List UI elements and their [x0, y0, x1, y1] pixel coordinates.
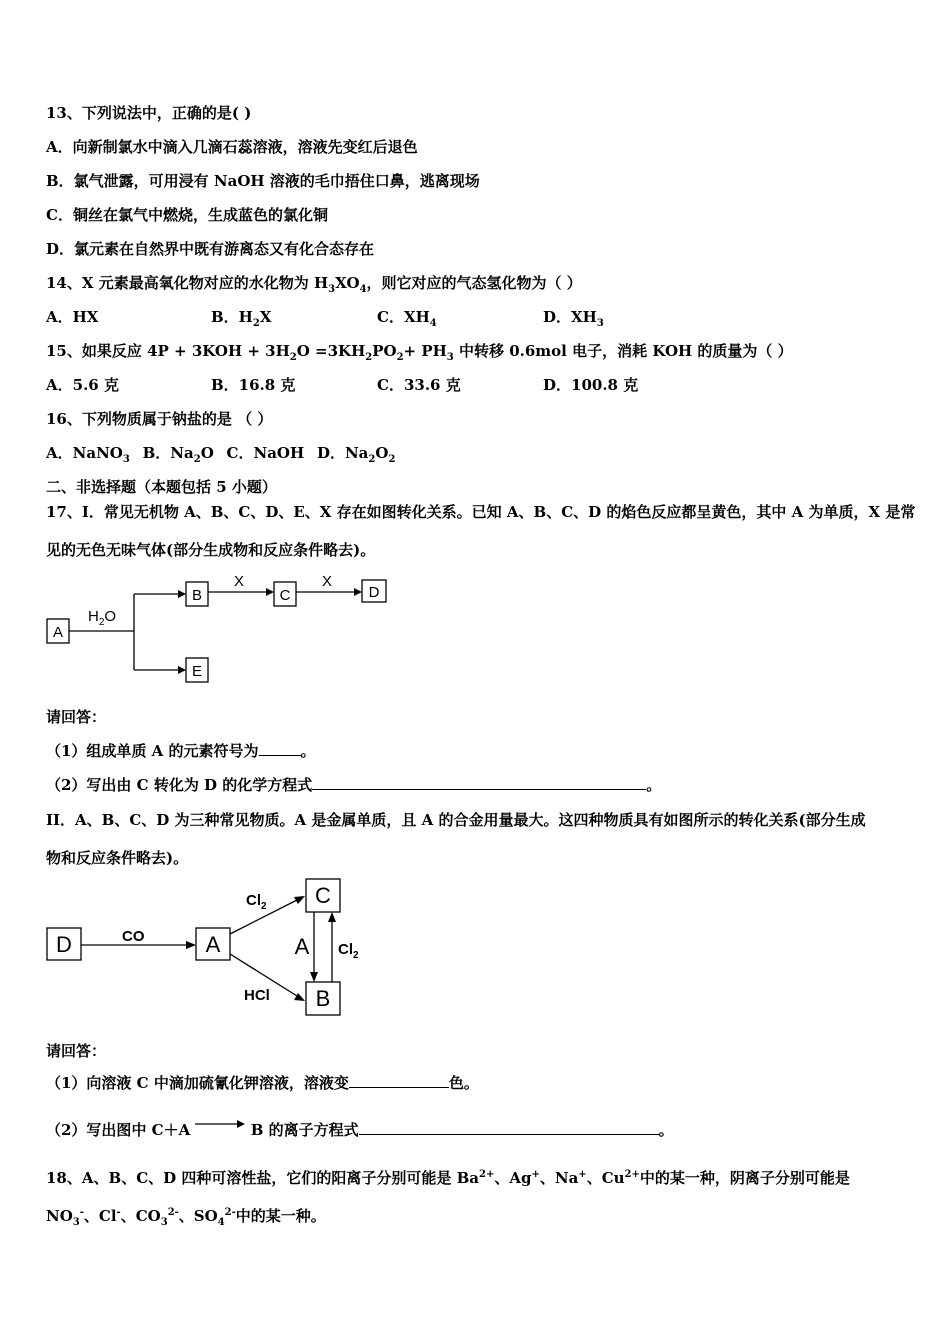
diagram1-label-x1: X: [233, 573, 245, 590]
reaction-arrow: [195, 1124, 245, 1138]
q13-option-c: C．铜丝在氯气中燃烧，生成蓝色的氯化铜: [46, 206, 328, 224]
q13-option-b: B．氯气泄露，可用浸有 NaOH 溶液的毛巾捂住口鼻，逃离现场: [46, 172, 480, 190]
diagram1-label-water: $H_2O$: [88, 608, 117, 628]
q15-option-b: B．16.8 克: [211, 376, 296, 394]
q17-answer-prompt-2: 请回答：: [46, 1042, 107, 1060]
q16-option-d: D．$Na_2O_2$: [316, 444, 396, 465]
diagram2-label-cl-top: $Cl_2$: [246, 892, 267, 912]
diagram1-label-x2: X: [321, 573, 333, 590]
diagram1-label-a: A: [52, 624, 64, 641]
section-title: 二、非选择题（本题包括 5 小题）: [46, 478, 277, 496]
q15-option-d: D．100.8 克: [543, 376, 639, 394]
q13-option-a: A．向新制氯水中滴入几滴石蕊溶液，溶液先变红后退色: [46, 138, 418, 156]
q17-question-1: （1）组成单质 A 的元素符号为 。: [46, 742, 316, 760]
q14-option-b: B．$H_2X$: [211, 308, 272, 329]
diagram2-label-co: CO: [122, 928, 145, 945]
diagram2-label-d: D: [56, 932, 72, 957]
q17-question-3: （1）向溶液 C 中滴加硫氰化钾溶液，溶液变 色。: [46, 1074, 479, 1092]
q17-intro-line2: 见的无色无味气体(部分生成物和反应条件略去)。: [46, 541, 376, 559]
diagram2-label-a-mid: A: [294, 934, 310, 959]
q17-part2-line1: II．A、B、C、D 为三种常见物质。A 是金属单质，且 A 的合金用量最大。这四种物质具有如图所示的转化关系(部分生成: [46, 811, 866, 829]
q13-option-d: D．氯元素在自然界中既有游离态又有化合态存在: [46, 240, 375, 258]
diagram2-label-b: B: [315, 986, 331, 1011]
diagram1-label-d: D: [368, 584, 380, 601]
q15-option-c: C．33.6 克: [377, 376, 461, 394]
diagram2-label-cl-right: $Cl_2$: [338, 941, 359, 961]
diagram1-label-e: E: [191, 663, 203, 680]
q17-intro-line1: 17、I．常见无机物 A、B、C、D、E、X 存在如图转化关系。已知 A、B、C、D 的焰色反应都呈黄色，其中 A 为单质，X 是常: [46, 503, 916, 521]
q16-option-c: C．NaOH: [226, 444, 305, 462]
q16-stem: 16、下列物质属于钠盐的是 （ ）: [46, 410, 273, 428]
q17-question-2: （2）写出由 C 转化为 D 的化学方程式 。: [46, 776, 662, 794]
answer-blank-1[interactable]: [259, 741, 301, 756]
answer-blank-4[interactable]: [359, 1120, 659, 1135]
q16-option-b: B．$Na_2O$: [142, 444, 214, 465]
q15-option-a: A．5.6 克: [46, 376, 119, 394]
answer-blank-2[interactable]: [312, 775, 646, 790]
conversion-diagram-2: [40, 874, 380, 1024]
diagram1-label-c: C: [279, 587, 291, 604]
q14-stem: 14、X 元素最高氧化物对应的水化物为 $H_3XO_4$，则它对应的气态氢化物为（ ）: [46, 274, 582, 295]
diagram1-label-b: B: [191, 587, 203, 604]
q13-stem: 13、下列说法中，正确的是( ): [46, 104, 252, 122]
q18-line2: $NO_3^-$、Cl-、$CO_3^{2-}$、$SO_4^{2-}$中的某一种。: [46, 1207, 326, 1228]
diagram2-label-c: C: [315, 883, 331, 908]
q14-option-a: A．HX: [46, 308, 99, 326]
q17-part2-line2: 物和反应条件略去)。: [46, 849, 189, 867]
diagram2-label-hcl: HCl: [244, 987, 270, 1004]
q16-options: [46, 443, 395, 463]
q14-option-d: D．$XH_3$: [543, 308, 604, 329]
conversion-diagram-1: [40, 568, 400, 688]
q17-question-4: （2）写出图中 C＋A B 的离子方程式 。: [46, 1121, 674, 1139]
q18-line1: 18、A、B、C、D 四种可溶性盐，它们的阳离子分别可能是 $Ba^{2+}$、Ag+、Na+、$Cu^{2+}$中的某一种，阴离子分别可能是: [46, 1169, 850, 1187]
q15-stem: 15、如果反应 $4P + 3KOH + 3H_2O =3KH_2PO_2+ PH_3$ 中转移 0.6mol 电子，消耗 KOH 的质量为（ ）: [46, 342, 793, 363]
q17-answer-prompt: 请回答：: [46, 708, 107, 726]
q16-option-a: A．NaNO$_3$: [46, 444, 130, 465]
answer-blank-3[interactable]: [349, 1073, 449, 1088]
diagram2-label-a: A: [205, 932, 221, 957]
q14-option-c: C．$XH_4$: [377, 308, 437, 329]
